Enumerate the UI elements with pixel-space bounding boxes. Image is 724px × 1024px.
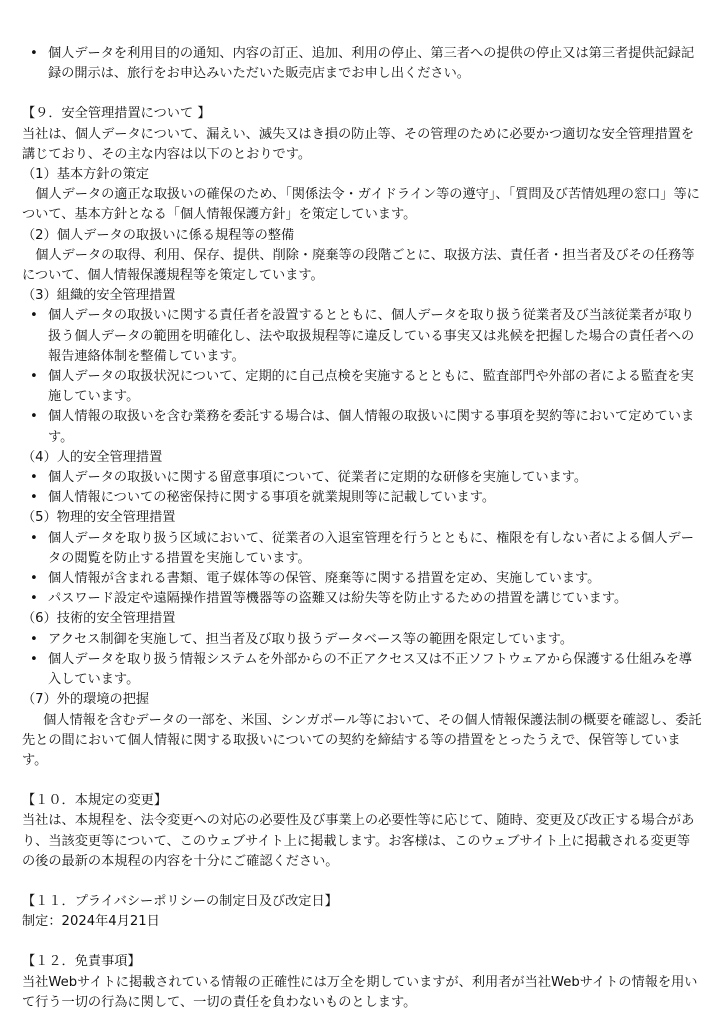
paragraph: 当社は、本規程を、法令変更への対応の必要性及び事業上の必要性等に応じて、随時、変更及び改正する場合があり、当該変更等について、このウェブサイト上に掲載します。お客様は、このウェブサイト上に掲載される変更等の後の最新の本規程の内容を十分にご確認ください。 — [22, 813, 695, 869]
subsection-heading: （4）人的安全管理措置 — [22, 449, 163, 465]
list-item: • 個人データの取扱いに関する留意事項について、従業者に定期的な研修を実施しています。 — [22, 468, 702, 488]
section-10 — [22, 791, 702, 872]
subsection-heading: （5）物理的安全管理措置 — [22, 510, 176, 526]
list-item: • 個人データの取扱いに関する責任者を設置するとともに、個人データを取り扱う従業者及び当該従業者が取り扱う個人データの範囲を明確化し、法や取扱規程等に違反している事実又は兆候を把握した場合の責任者への報告連絡体制を整備しています。 — [22, 306, 702, 367]
top-bullet-list — [22, 44, 702, 84]
section-heading: 【９．安全管理措置について 】 — [22, 106, 211, 122]
paragraph: 個人データの適正な取扱いの確保のため、「関係法令・ガイドライン等の遵守」、「質問及び苦情処理の窓口」等について、基本方針となる「個人情報保護方針」を策定しています。 — [22, 187, 700, 223]
subsection-heading: （2）個人データの取扱いに係る規程等の整備 — [22, 227, 295, 243]
section-heading: 【１１．プライバシーポリシーの制定日及び改定日】 — [22, 893, 338, 909]
section-heading: 【１２．免責事項】 — [22, 954, 141, 970]
subsection-heading: （3）組織的安全管理措置 — [22, 288, 176, 304]
section-12 — [22, 952, 702, 1013]
list-item: • 個人データを取り扱う区域において、従業者の入退室管理を行うとともに、権限を有しない者による個人データの閲覧を防止する措置を実施しています。 — [22, 529, 702, 569]
list-item: • 個人情報が含まれる書類、電子媒体等の保管、廃棄等に関する措置を定め、実施しています。 — [22, 569, 702, 589]
bullet-list — [22, 306, 702, 447]
bullet-list — [22, 529, 702, 610]
subsection-heading: （1）基本方針の策定 — [22, 167, 150, 183]
list-item: • 個人情報についての秘密保持に関する事項を就業規則等に記載しています。 — [22, 488, 702, 508]
subsection-heading: （6）技術的安全管理措置 — [22, 611, 176, 627]
list-item: • 個人データの取扱状況について、定期的に自己点検を実施するとともに、監査部門や外部の者による監査を実施しています。 — [22, 367, 702, 407]
bullet-list — [22, 630, 702, 691]
bullet-list — [22, 468, 702, 508]
subsection-heading: （7）外的環境の把握 — [22, 692, 150, 708]
list-item: • アクセス制御を実施して、担当者及び取り扱うデータベース等の範囲を限定しています。 — [22, 630, 702, 650]
list-item: • 個人データを取り扱う情報システムを外部からの不正アクセス又は不正ソフトウェアから保護する仕組みを導入しています。 — [22, 650, 702, 690]
section-9 — [22, 104, 702, 771]
paragraph: 当社Webサイトに掲載されている情報の正確性には万全を期していますが、利用者が当社Webサイトの情報を用いて行う一切の行為に関して、一切の責任を負わないものとします。 — [22, 974, 698, 1010]
paragraph: 当社は、個人データについて、漏えい、滅失又はき損の防止等、その管理のために必要かつ適切な安全管理措置を講じており、その主な内容は以下のとおりです。 — [22, 126, 695, 162]
paragraph: 個人情報を含むデータの一部を、米国、シンガポール等において、その個人情報保護法制の概要を確認し、委託先との間において個人情報に関する取扱いについての契約を締結する等の措置をとったうえで、保管等しています。 — [22, 712, 702, 768]
list-item: • 個人データを利用目的の通知、内容の訂正、追加、利用の停止、第三者への提供の停止又は第三者提供記録記録の開示は、旅行をお申込みいただいた販売店までお申し出ください。 — [22, 44, 702, 84]
paragraph: 個人データの取得、利用、保存、提供、削除・廃棄等の段階ごとに、取扱方法、責任者・担当者及びその任務等について、個人情報保護規程等を策定しています。 — [22, 247, 695, 284]
list-item: • 個人情報の取扱いを含む業務を委託する場合は、個人情報の取扱いに関する事項を契約等において定めています。 — [22, 407, 702, 447]
section-heading: 【１０．本規定の変更】 — [22, 793, 168, 809]
enactment-date: 制定：2024年4月21日 — [22, 914, 160, 930]
section-11 — [22, 892, 702, 932]
list-item: • パスワード設定や遠隔操作措置等機器等の盗難又は紛失等を防止するための措置を講じています。 — [22, 589, 702, 609]
